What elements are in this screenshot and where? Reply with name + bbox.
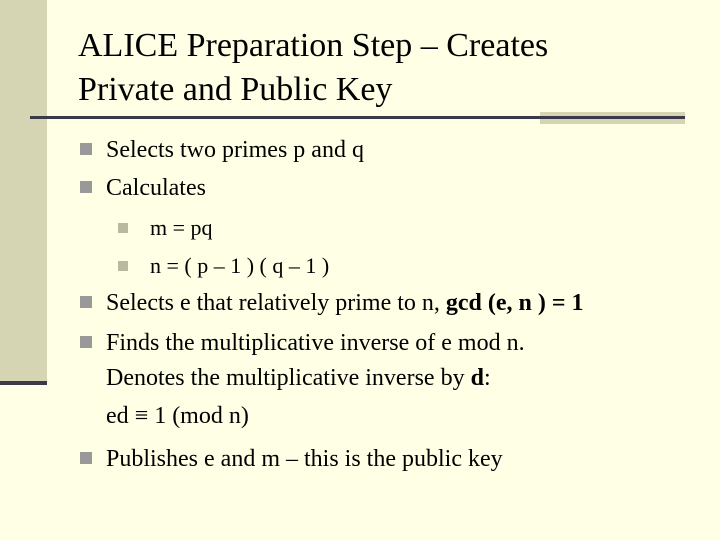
square-bullet-icon	[80, 181, 92, 193]
square-bullet-icon	[118, 261, 128, 271]
square-bullet-icon	[80, 143, 92, 155]
slide-title	[78, 24, 678, 112]
bullet-item: Calculates	[80, 173, 206, 203]
square-bullet-icon	[80, 336, 92, 348]
bullet-item: Finds the multiplicative inverse of e mod n.	[80, 328, 525, 358]
bullet-continuation: Denotes the multiplicative inverse by d:	[106, 365, 491, 391]
left-accent-bar	[0, 0, 47, 383]
square-bullet-icon	[118, 223, 128, 233]
square-bullet-icon	[80, 296, 92, 308]
bullet-item: Selects e that relatively prime to n, gcd (e, n ) = 1	[80, 288, 584, 318]
congruence-formula: ed ≡ 1 (mod n)	[106, 403, 249, 429]
left-accent-line	[0, 381, 47, 385]
title-divider-accent-line	[540, 116, 685, 119]
sub-bullet-item: m = pq	[118, 213, 213, 243]
title-line-2: Private and Public Key	[78, 71, 393, 108]
bullet-item: Publishes e and m – this is the public key	[80, 444, 503, 474]
square-bullet-icon	[80, 452, 92, 464]
gcd-formula: gcd (e, n ) = 1	[445, 290, 584, 316]
title-line-1: ALICE Preparation Step – Creates	[78, 27, 549, 64]
inverse-symbol: d	[470, 365, 484, 391]
sub-bullet-item: n = ( p – 1 ) ( q – 1 )	[118, 251, 329, 281]
bullet-item: Selects two primes p and q	[80, 135, 364, 165]
